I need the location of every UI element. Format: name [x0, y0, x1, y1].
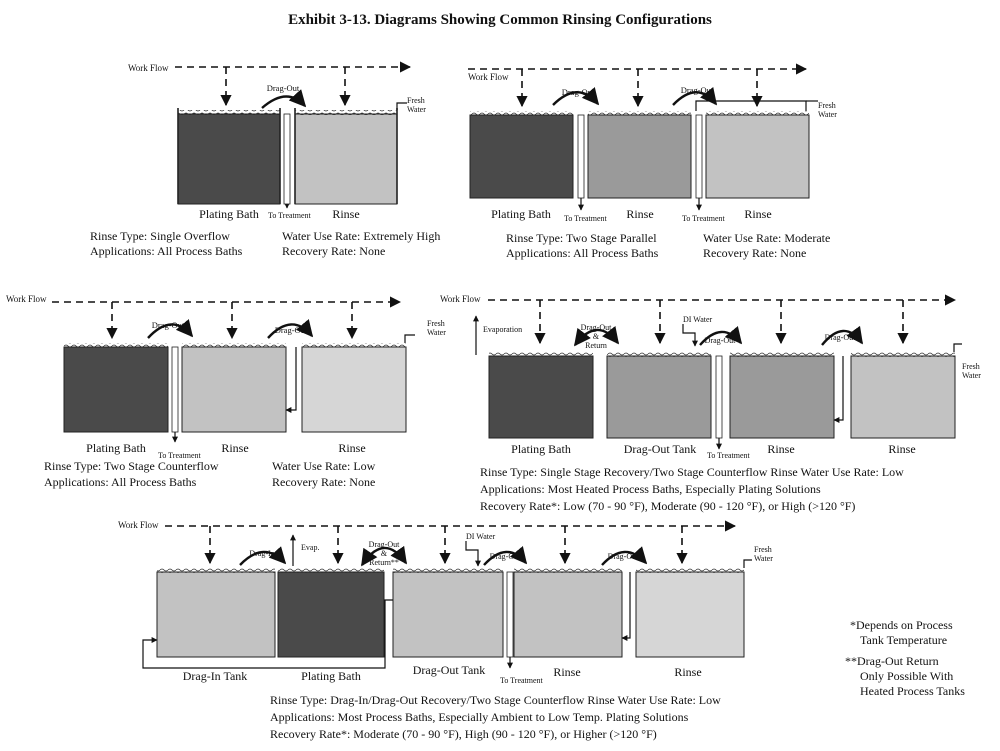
drag-out-label: Drag-Out	[368, 540, 400, 549]
fresh-label: Fresh	[407, 96, 425, 105]
tank-label: Rinse	[553, 665, 581, 679]
applications-text: Applications: All Process Baths	[506, 246, 659, 260]
water-use-text: Water Use Rate: Moderate	[703, 231, 831, 245]
to-treatment-label: To Treatment	[682, 214, 725, 223]
di-water-arrow	[466, 541, 478, 566]
counterflow-pipe	[286, 347, 296, 410]
drag-out-arrow	[262, 96, 305, 108]
to-treatment-label: To Treatment	[158, 451, 201, 460]
applications-text: Applications: All Process Baths	[44, 475, 197, 489]
rinse-tank	[851, 356, 955, 438]
tank-label: Rinse	[767, 442, 795, 456]
applications-text: Applications: All Process Baths	[90, 244, 243, 258]
work-flow-label: Work Flow	[128, 63, 169, 73]
rinse-tank	[514, 572, 622, 657]
tank-label: Rinse	[221, 441, 249, 455]
rinse-type-text: Rinse Type: Drag-In/Drag-Out Recovery/Two Stage Counterflow Rinse Water Use Rate: Low	[270, 693, 721, 707]
footnote-return-line2: Only Possible With	[860, 669, 954, 683]
counterflow-pipe	[834, 356, 843, 420]
drag-out-label: Drag-Out	[266, 83, 300, 93]
tank-label: Rinse	[338, 441, 366, 455]
tank-label: Rinse	[332, 207, 360, 221]
drag-in-label: Drag-In	[249, 549, 275, 558]
di-water-label: DI Water	[466, 532, 496, 541]
rinse-type-text: Rinse Type: Two Stage Parallel	[506, 231, 657, 245]
drag-out-label: Drag-Out	[489, 552, 521, 561]
footnote-return: **Drag-Out Return	[845, 654, 939, 668]
rinse-tank	[295, 114, 397, 204]
plating-bath-tank	[470, 115, 573, 198]
treatment-pipe	[507, 572, 513, 657]
water-use-text: Water Use Rate: Low	[272, 459, 376, 473]
tank-label: Rinse	[626, 207, 654, 221]
fresh-label: Fresh	[818, 101, 836, 110]
drag-out-label: Drag-Out	[274, 325, 308, 335]
drag-out-label: Drag-Out	[824, 333, 856, 342]
fresh-label: Fresh	[427, 319, 445, 328]
water-use-text: Water Use Rate: Extremely High	[282, 229, 441, 243]
diagram-two-stage-parallel	[468, 69, 837, 260]
drag-out-label: Drag-Out	[704, 336, 736, 345]
treatment-pipe	[696, 115, 702, 198]
rinse-tank	[636, 572, 744, 657]
recovery-text: Recovery Rate: None	[703, 246, 807, 260]
tank-label: Plating Bath	[301, 669, 361, 683]
page-title: Exhibit 3-13. Diagrams Showing Common Rinsing Configurations	[288, 12, 712, 28]
tank-label: Rinse	[674, 665, 702, 679]
recovery-text: Recovery Rate*: Moderate (70 - 90 °F), High (90 - 120 °F), or Higher (>120 °F)	[270, 727, 657, 741]
diagram-two-stage-counterflow	[6, 294, 446, 489]
drag-out-tank	[607, 356, 711, 438]
tank-label: Rinse	[888, 442, 916, 456]
water-label: Water	[962, 371, 981, 380]
rinse-tank	[588, 115, 691, 198]
treatment-pipe	[172, 347, 178, 432]
to-treatment-label: To Treatment	[707, 451, 750, 460]
tank-label: Plating Bath	[491, 207, 551, 221]
tank-label: Plating Bath	[511, 442, 571, 456]
water-label: Water	[407, 105, 426, 114]
water-label: Water	[818, 110, 837, 119]
footnote-temp-line2: Tank Temperature	[860, 633, 948, 647]
plating-bath-tank	[178, 114, 280, 204]
work-flow-label: Work Flow	[6, 294, 47, 304]
work-flow-label: Work Flow	[118, 520, 159, 530]
evaporation-label: Evaporation	[483, 325, 523, 334]
drag-out-label: Drag-Out	[607, 552, 639, 561]
treatment-pipe	[716, 356, 722, 438]
treatment-pipe	[578, 115, 584, 198]
rinse-type-text: Rinse Type: Single Overflow	[90, 229, 230, 243]
tank-label: Rinse	[744, 207, 772, 221]
applications-text: Applications: Most Heated Process Baths, Especially Plating Solutions	[480, 482, 821, 496]
footnote-return-line3: Heated Process Tanks	[860, 684, 965, 698]
work-flow-label: Work Flow	[440, 294, 481, 304]
drag-out-label: Drag-Out	[151, 320, 185, 330]
water-label: Water	[754, 554, 773, 563]
plating-bath-tank	[489, 356, 593, 438]
counterflow-pipe	[622, 572, 630, 638]
to-treatment-label: To Treatment	[268, 211, 311, 220]
rinse-tank	[706, 115, 809, 198]
water-label: Water	[427, 328, 446, 337]
diagram-drag-in-drag-out	[118, 520, 773, 741]
rinse-tank	[182, 347, 286, 432]
recovery-text: Recovery Rate*: Low (70 - 90 °F), Moderate (90 - 120 °F), or High (>120 °F)	[480, 499, 856, 513]
rinse-type-text: Rinse Type: Single Stage Recovery/Two Stage Counterflow Rinse Water Use Rate: Low	[480, 465, 904, 479]
return-label: Return	[585, 341, 607, 350]
diagram-single-stage-recovery	[440, 294, 981, 513]
tank-label: Plating Bath	[199, 207, 259, 221]
fresh-label: Fresh	[962, 362, 980, 371]
drag-out-label: Drag-Out	[561, 87, 595, 97]
to-treatment-label: To Treatment	[564, 214, 607, 223]
rinse-tank	[302, 347, 406, 432]
drag-in-tank	[157, 572, 275, 657]
rinse-type-text: Rinse Type: Two Stage Counterflow	[44, 459, 219, 473]
fresh-label: Fresh	[754, 545, 772, 554]
to-treatment-label: To Treatment	[500, 676, 543, 685]
ampersand-label: &	[380, 549, 388, 558]
plating-bath-tank	[64, 347, 168, 432]
drag-out-tank	[393, 572, 503, 657]
applications-text: Applications: Most Process Baths, Especially Ambient to Low Temp. Plating Solutions	[270, 710, 689, 724]
tank-label: Drag-Out Tank	[412, 663, 486, 677]
drag-out-label: Drag-Out	[580, 323, 612, 332]
footnote-temp: *Depends on Process	[850, 618, 953, 632]
plating-bath-tank	[278, 572, 384, 657]
work-flow-label: Work Flow	[468, 72, 509, 82]
ampersand-label: &	[592, 332, 600, 341]
rinse-tank	[730, 356, 834, 438]
drag-out-label: Drag-Out	[680, 85, 714, 95]
tank-label: Plating Bath	[86, 441, 146, 455]
recovery-text: Recovery Rate: None	[272, 475, 376, 489]
di-water-arrow	[683, 324, 695, 346]
recovery-text: Recovery Rate: None	[282, 244, 386, 258]
di-water-label: DI Water	[683, 315, 713, 324]
tank-label: Drag-Out Tank	[623, 442, 697, 456]
return-label: Return**	[369, 558, 399, 567]
footnotes	[845, 618, 965, 698]
tank-label: Drag-In Tank	[182, 669, 248, 683]
diagram-single-overflow	[90, 63, 440, 258]
evap-label: Evap.	[301, 543, 320, 552]
